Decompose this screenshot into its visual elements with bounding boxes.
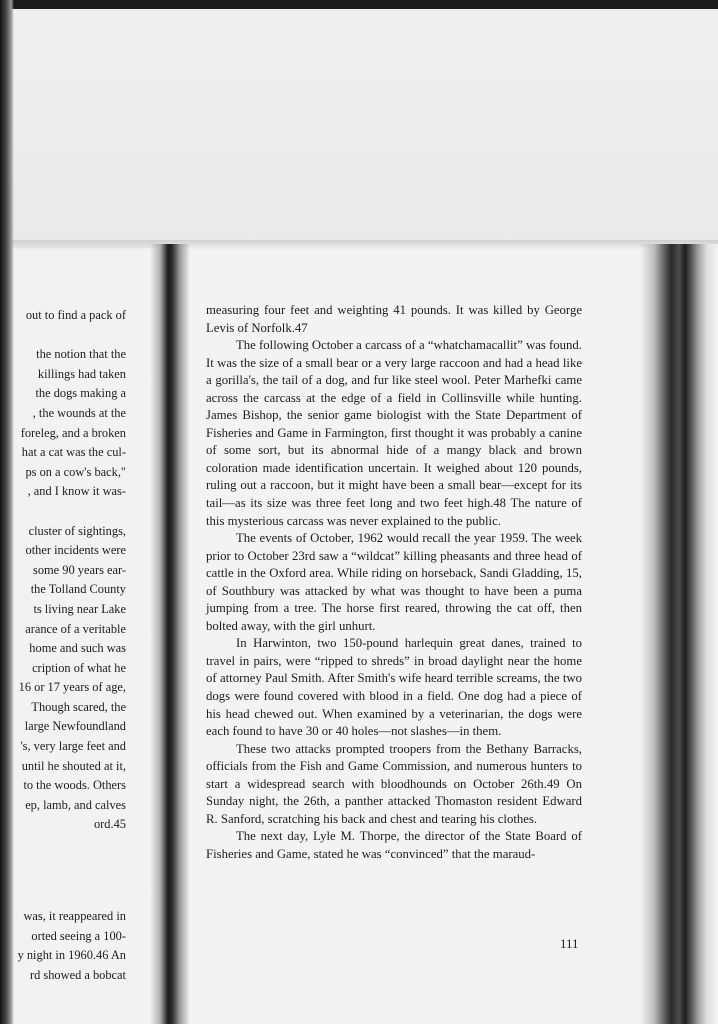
- left-line: ep, lamb, and calves: [25, 797, 126, 812]
- left-line: until he shouted at it,: [21, 758, 126, 773]
- left-line: cluster of sightings,: [28, 523, 126, 538]
- paragraph: The next day, Lyle M. Thorpe, the director of the State Board of Fisheries and Game, stated he was “convinced” that the maraud-: [206, 829, 582, 861]
- scanner-left-edge: [0, 0, 14, 1024]
- left-line: y night in 1960.46 An: [17, 948, 126, 963]
- left-line: some 90 years ear-: [33, 562, 126, 577]
- page-number: 111: [560, 936, 579, 951]
- left-line: the dogs making a: [35, 386, 126, 401]
- left-line: cription of what he: [32, 660, 126, 675]
- paragraph: The events of October, 1962 would recall the year 1959. The week prior to October 23rd saw a “wildcat” killing pheasants and three head of cattle in the Oxford area. While riding on horseback, Sandi Gladding, 15, of Southbury was attacked by what was thought to have been a puma jumping from a tree. The horse first reared, throwing the cat off, then bolted away, with the girl unhurt.: [206, 531, 582, 633]
- left-line: 's, very large feet and: [20, 739, 126, 754]
- left-line: other incidents were: [25, 543, 126, 558]
- left-line: , the wounds at the: [32, 405, 126, 420]
- left-line: the Tolland County: [30, 582, 126, 597]
- right-page-text: [206, 302, 582, 864]
- left-line: out to find a pack of: [25, 308, 126, 322]
- left-line: [0, 502, 126, 522]
- left-line: ts living near Lake: [33, 601, 126, 616]
- paragraph: The following October a carcass of a “whatchamacallit” was found. It was the size of a small bear or a very large raccoon and had a head like a gorilla's, the tail of a dog, and fur like steel wool. Peter Marhefki came across the carcass at the edge of a field in Collinsville while hunting. James Bishop, the senior game biologist with the State Department of Fisheries and Game in Farmington, first thought it was probably a canine of some sort, but its abnormal hide of a mangy black and brown coloration made identification uncertain. It weighed about 120 pounds, ruling out a raccoon, but it might have been a small bear—except for its tail—as its size was three feet long and two feet high.48 The nature of this mysterious carcass was never explained to the public.: [206, 338, 582, 528]
- left-line: hat a cat was the cul-: [21, 445, 126, 460]
- left-line: ord.45: [93, 817, 126, 832]
- scanner-background: [0, 9, 718, 249]
- paragraph: measuring four feet and weighting 41 pounds. It was killed by George Levis of Norfolk.47: [206, 303, 582, 335]
- page-top-shadow: [0, 240, 718, 250]
- paragraph: In Harwinton, two 150-pound harlequin great danes, trained to travel in pairs, were “ripped to shreds” in broad daylight near the home of attorney Paul Smith. After Smith's wife heard terrible screams, the two dogs were found covered with blood in a field. One dog had a piece of his head chewed out. When examined by a veterinarian, the dogs were each found to have 30 or 40 holes—not slashes—in them.: [206, 636, 582, 739]
- left-line: the notion that the: [36, 347, 126, 362]
- left-line: ps on a cow's back,": [25, 464, 126, 479]
- left-line: rd showed a bobcat: [30, 967, 126, 982]
- left-line: orted seeing a 100-: [31, 928, 126, 943]
- left-line: to the woods. Others: [23, 778, 126, 793]
- left-line: 16 or 17 years of age,: [18, 680, 126, 695]
- left-line: killings had taken: [37, 366, 126, 381]
- left-line: large Newfoundland: [24, 719, 126, 734]
- left-line: home and such was: [29, 641, 126, 656]
- scanner-top-edge: [0, 0, 718, 9]
- book-gutter: [150, 244, 190, 1024]
- left-line: Though scared, the: [31, 699, 126, 714]
- left-line: arance of a veritable: [25, 621, 126, 636]
- left-line: [0, 326, 126, 346]
- left-page-text: [0, 306, 126, 985]
- paragraph: These two attacks prompted troopers from the Bethany Barracks, officials from the Fish and Game Commission, and numerous hunters to start a widespread search with bloodhounds on October 26th.49 On Sunday night, the 26th, a panther attacked Thomaston resident Edward R. Sanford, scratching his back and chest and tearing his clothes.: [206, 741, 582, 826]
- left-line: foreleg, and a broken: [20, 425, 126, 440]
- page-edge-shadow: [640, 244, 718, 1024]
- left-line: , and I know it was-: [27, 484, 126, 499]
- left-line: was, it reappeared in: [23, 909, 126, 924]
